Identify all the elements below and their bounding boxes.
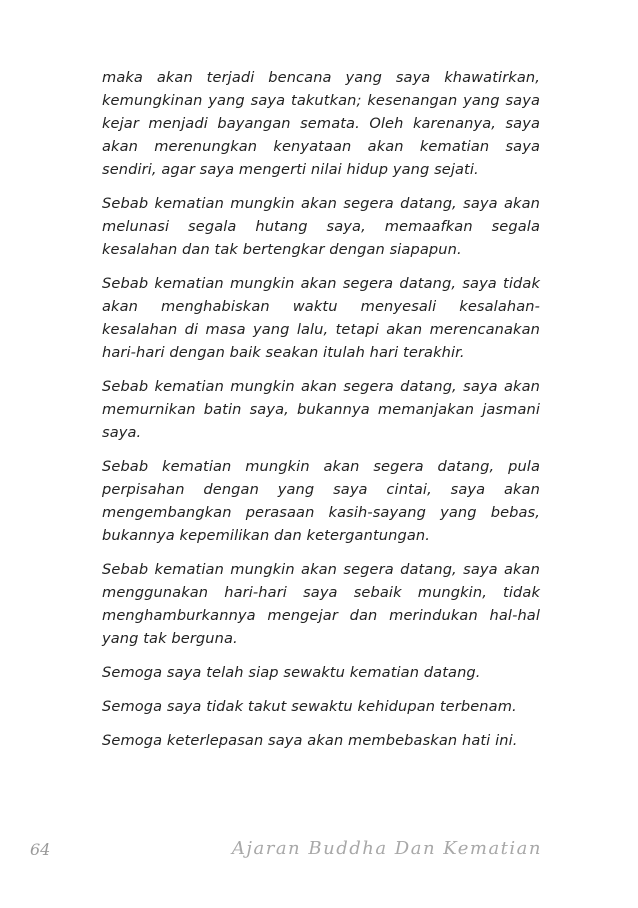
paragraph-2: Sebab kematian mungkin akan segera datang, saya akan melunasi segala hutang saya, memaafkan segala kesalahan dan tak bertengkar dengan siapapun.	[102, 195, 540, 258]
page-number: 64	[30, 840, 51, 859]
paragraph-3: Sebab kematian mungkin akan segera datang, saya tidak akan menghabiskan waktu menyesali kesalahan-kesalahan di masa yang lalu, tetapi akan merencanakan hari-hari dengan baik seakan itulah hari terakhir.	[102, 275, 540, 361]
paragraph-4: Sebab kematian mungkin akan segera datang, saya akan memurnikan batin saya, bukannya memanjakan jasmani saya.	[102, 378, 540, 441]
page-footer	[0, 838, 638, 868]
body-text	[102, 66, 540, 763]
paragraph-6: Sebab kematian mungkin akan segera datang, saya akan menggunakan hari-hari saya sebaik mungkin, tidak menghamburkannya mengejar dan merindukan hal-hal yang tak berguna.	[102, 561, 540, 647]
paragraph-5: Sebab kematian mungkin akan segera datang, pula perpisahan dengan yang saya cintai, saya akan mengembangkan perasaan kasih-sayang yang bebas, bukannya kepemilikan dan ketergantungan.	[102, 458, 540, 544]
paragraph-8: Semoga saya tidak takut sewaktu kehidupan terbenam.	[102, 698, 517, 715]
book-title: Ajaran Buddha Dan Kematian	[231, 838, 542, 859]
paragraph-1: maka akan terjadi bencana yang saya khawatirkan, kemungkinan yang saya takutkan; kesenangan yang saya kejar menjadi bayangan semata. Oleh karenanya, saya akan merenungkan kenyataan akan kematian saya sendiri, agar saya mengerti nilai hidup yang sejati.	[102, 69, 540, 178]
paragraph-7: Semoga saya telah siap sewaktu kematian datang.	[102, 664, 481, 681]
paragraph-9: Semoga keterlepasan saya akan membebaskan hati ini.	[102, 732, 518, 749]
